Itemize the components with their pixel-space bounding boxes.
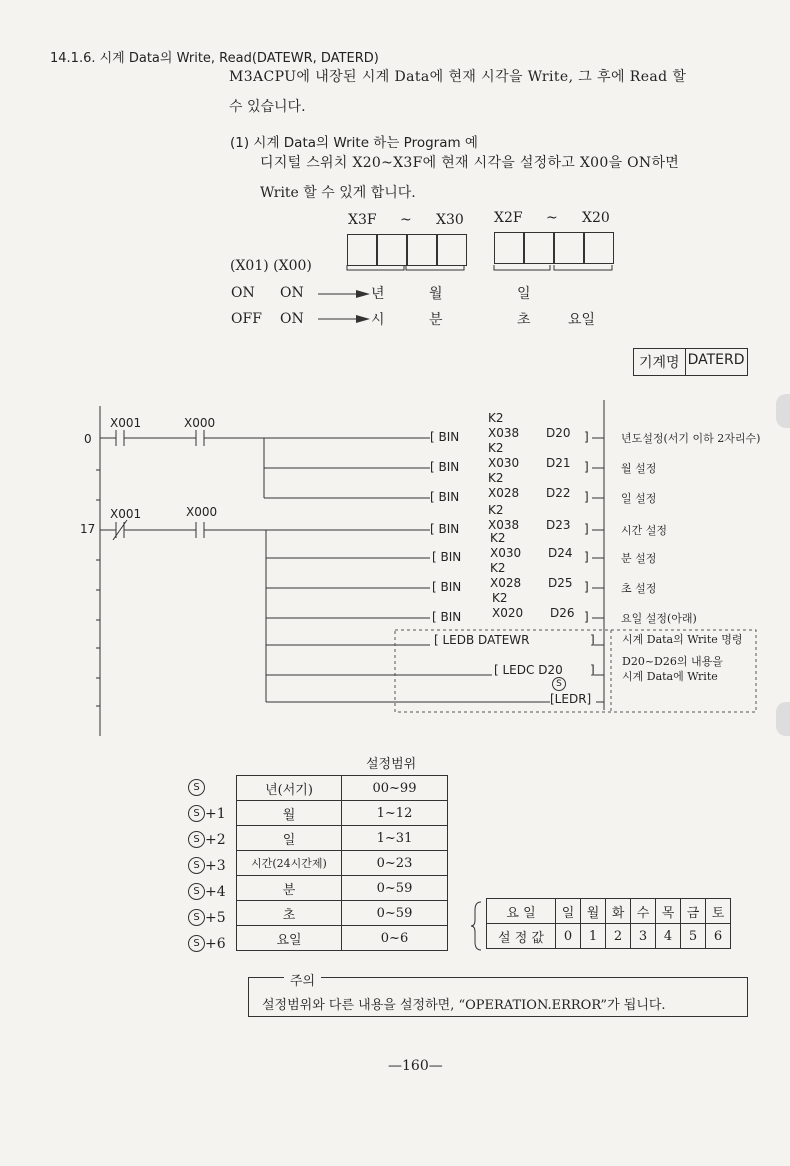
ladder-end-bracket: ]: [584, 490, 589, 504]
ladder-destination: D26: [550, 606, 575, 620]
weekday-brace: [470, 900, 484, 952]
weekday-value: 0: [556, 924, 581, 949]
range-value: 0~59: [342, 901, 448, 926]
weekday-value: 6: [706, 924, 731, 949]
switch-left-label-b: X30: [436, 212, 464, 228]
ladder-comment: 일 설정: [621, 492, 657, 505]
range-item: 초: [237, 901, 342, 926]
range-row-label: [188, 909, 226, 926]
range-value: 00~99: [342, 776, 448, 801]
ladder-end-bracket: ]: [584, 430, 589, 444]
range-row: [237, 876, 448, 901]
step-17: 17: [80, 522, 96, 536]
range-item: 분: [237, 876, 342, 901]
model-value: DATERD: [687, 352, 745, 368]
range-row: [237, 801, 448, 826]
range-item: 시간(24시간제): [237, 851, 342, 876]
switch-right-label-a: X2F: [494, 210, 523, 226]
example-line-2: Write 할 수 있게 합니다.: [260, 185, 416, 201]
ladder-source: X028: [488, 486, 520, 500]
ladder-source: X028: [490, 576, 522, 590]
notice-text: 설정범위와 다른 내용을 설정하면, “OPERATION.ERROR”가 됩니다.: [262, 998, 666, 1013]
row2-second: 초: [517, 312, 531, 328]
ladder-source: X030: [490, 546, 522, 560]
ladder-destination: D22: [546, 486, 571, 500]
range-row-label: [188, 935, 226, 952]
row1-month: 월: [429, 286, 443, 302]
s-circle-icon: S: [188, 857, 205, 874]
row2-x01: OFF: [231, 311, 262, 327]
range-value: 0~6: [342, 926, 448, 951]
comment-write-command: 시계 Data의 Write 명령: [622, 633, 743, 646]
switch-right-label-b: X20: [582, 210, 610, 226]
range-offset: +3: [205, 857, 226, 874]
s-circle-icon: S: [188, 883, 205, 900]
ladder-bin-op: [ BIN: [432, 610, 462, 624]
ladder-k2: K2: [488, 441, 504, 455]
range-table-title: 설정범위: [366, 757, 417, 772]
row1-day: 일: [517, 286, 531, 302]
range-item: 년(서기): [237, 776, 342, 801]
row1-x01: ON: [231, 285, 255, 301]
range-value: 1~31: [342, 826, 448, 851]
ladder-bin-op: [ BIN: [430, 490, 460, 504]
weekday-value: 4: [656, 924, 681, 949]
weekday-value: 2: [606, 924, 631, 949]
range-offset: +4: [205, 883, 226, 900]
row1-year: 년: [371, 286, 385, 302]
ladder-comment: 시간 설정: [621, 524, 668, 537]
weekday-value: 5: [681, 924, 706, 949]
ladder-k2: K2: [488, 471, 504, 485]
step-0: 0: [84, 432, 92, 446]
condition-header: (X01) (X00): [230, 258, 312, 274]
s-circle-icon: S: [188, 805, 205, 822]
ledr-instruction: [LEDR]: [550, 692, 592, 706]
s-circle-icon: S: [188, 935, 205, 952]
range-offset: +5: [205, 909, 226, 926]
range-table: [236, 775, 448, 951]
ladder-end-bracket: ]: [584, 580, 589, 594]
weekday-name: 수: [631, 899, 656, 924]
range-row-label: [188, 831, 226, 848]
switch-left-tilde: ~: [400, 212, 412, 228]
range-row: [237, 926, 448, 951]
range-value: 0~23: [342, 851, 448, 876]
ladder-destination: D20: [546, 426, 571, 440]
weekday-name: 토: [706, 899, 731, 924]
range-item: 일: [237, 826, 342, 851]
range-item: 월: [237, 801, 342, 826]
weekday-name: 일: [556, 899, 581, 924]
ladder-k2: K2: [488, 411, 504, 425]
range-row-label: [188, 779, 205, 796]
ladder-bin-op: [ BIN: [432, 550, 462, 564]
section-title: 14.1.6. 시계 Data의 Write, Read(DATEWR, DATERD): [50, 51, 379, 66]
weekday-name: 월: [581, 899, 606, 924]
range-row: [237, 826, 448, 851]
ladder-source: X030: [488, 456, 520, 470]
example-title: (1) 시계 Data의 Write 하는 Program 예: [230, 135, 478, 151]
weekday-value-label: 설 정 값: [487, 924, 556, 949]
ladder-destination: D24: [548, 546, 573, 560]
ledb-instruction: [ LEDB DATEWR: [434, 633, 530, 647]
ladder-bin-op: [ BIN: [430, 460, 460, 474]
ladder-destination: D25: [548, 576, 573, 590]
ladder-end-bracket: ]: [584, 610, 589, 624]
ladder-source: X038: [488, 518, 520, 532]
ladder-comment: 년도설정(서기 이하 2자리수): [621, 432, 761, 445]
range-offset: +6: [205, 935, 226, 952]
weekday-name: 금: [681, 899, 706, 924]
row2-x00: ON: [280, 311, 304, 327]
ledc-instruction: [ LEDC D20: [494, 663, 563, 677]
range-value: 0~59: [342, 876, 448, 901]
weekday-head-label: 요 일: [487, 899, 556, 924]
weekday-value: 1: [581, 924, 606, 949]
s-mark-icon: S: [552, 677, 566, 691]
contact-x000-no: X000: [184, 416, 216, 430]
comment-note-1: D20~D26의 내용을: [622, 655, 723, 668]
ladder-end-bracket: ]: [584, 550, 589, 564]
ladder-k2: K2: [492, 591, 508, 605]
weekday-value: 3: [631, 924, 656, 949]
ladder-k2: K2: [488, 503, 504, 517]
range-offset: +2: [205, 831, 226, 848]
range-row: [237, 776, 448, 801]
ladder-comment: 월 설정: [621, 462, 657, 475]
range-row-label: [188, 857, 226, 874]
ladder-source: X038: [488, 426, 520, 440]
ladder-bin-op: [ BIN: [432, 580, 462, 594]
range-offset: +1: [205, 805, 226, 822]
page-number: —160—: [388, 1058, 443, 1074]
ladder-comment: 초 설정: [621, 582, 657, 595]
notice-title: 주의: [284, 970, 321, 989]
contact-x001-no: X001: [110, 416, 142, 430]
model-label: 기계명: [634, 349, 686, 375]
range-row-label: [188, 883, 226, 900]
ladder-comment: 분 설정: [621, 552, 657, 565]
range-row: [237, 901, 448, 926]
range-row: [237, 851, 448, 876]
range-value: 1~12: [342, 801, 448, 826]
weekday-name: 화: [606, 899, 631, 924]
ledc-end: ]: [590, 663, 595, 677]
row2-minute: 분: [429, 312, 443, 328]
contact-x000-no-2: X000: [186, 505, 218, 519]
ladder-comment: 요일 설정(아래): [621, 612, 697, 625]
ladder-destination: D21: [546, 456, 571, 470]
range-item: 요일: [237, 926, 342, 951]
example-line-1: 디지털 스위치 X20~X3F에 현재 시각을 설정하고 X00을 ON하면: [260, 155, 680, 171]
intro-line-2: 수 있습니다.: [229, 99, 306, 115]
intro-line-1: M3ACPU에 내장된 시계 Data에 현재 시각을 Write, 그 후에 Read 할: [229, 69, 687, 85]
ladder-k2: K2: [490, 561, 506, 575]
switch-right-tilde: ~: [546, 210, 558, 226]
s-circle-icon: S: [188, 909, 205, 926]
ladder-destination: D23: [546, 518, 571, 532]
ladder-k2: K2: [490, 531, 506, 545]
row2-hour: 시: [371, 312, 385, 328]
ladder-bin-op: [ BIN: [430, 522, 460, 536]
s-circle-icon: S: [188, 779, 205, 796]
contact-x001-nc: X001: [110, 507, 142, 521]
ledb-end: ]: [590, 633, 595, 647]
row1-x00: ON: [280, 285, 304, 301]
s-circle-icon: S: [188, 831, 205, 848]
row2-weekday: 요일: [568, 312, 596, 328]
range-row-label: [188, 805, 226, 822]
binder-hole: [776, 394, 790, 428]
comment-note-2: 시계 Data에 Write: [622, 670, 718, 683]
ladder-bin-op: [ BIN: [430, 430, 460, 444]
ladder-end-bracket: ]: [584, 460, 589, 474]
ladder-end-bracket: ]: [584, 522, 589, 536]
ladder-source: X020: [492, 606, 524, 620]
binder-hole: [776, 702, 790, 736]
switch-left-label-a: X3F: [348, 212, 377, 228]
weekday-name: 목: [656, 899, 681, 924]
weekday-table: [486, 898, 731, 949]
